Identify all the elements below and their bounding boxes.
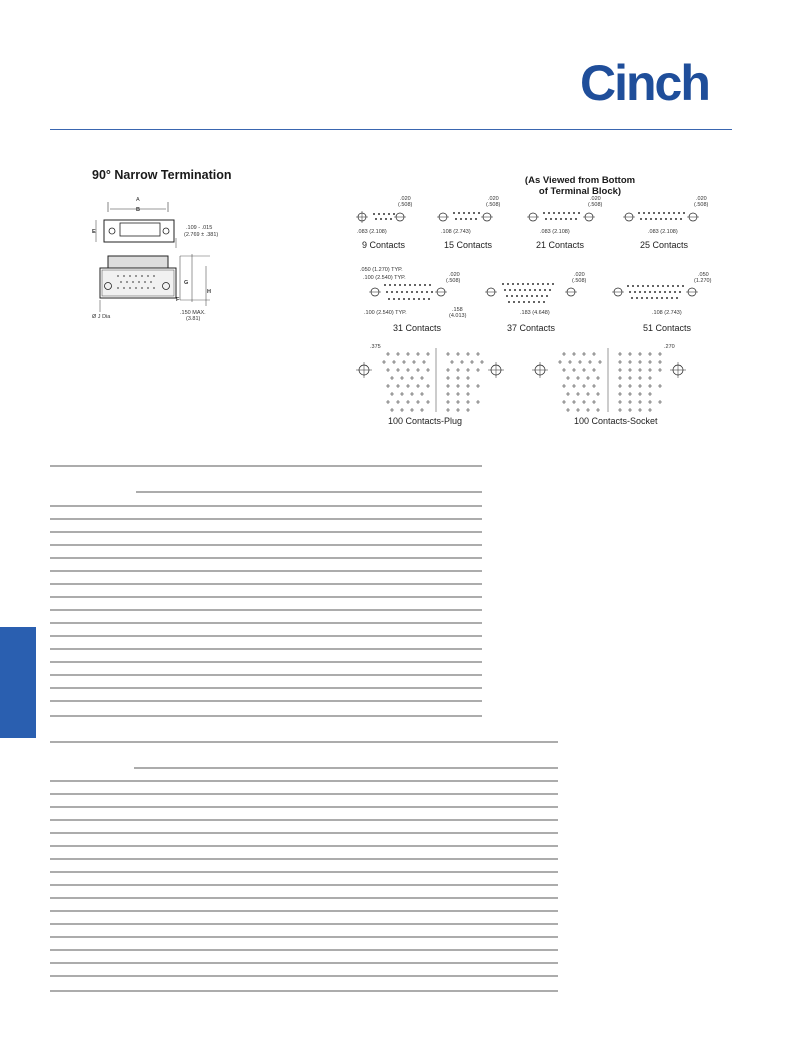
layout-100-plug-caption: 100 Contacts-Plug — [388, 416, 463, 426]
layout-25-caption: 25 Contacts — [640, 240, 689, 250]
layout-51-caption: 51 Contacts — [643, 323, 692, 333]
layout-37-d3: .183 (4.648) — [520, 310, 550, 316]
layout-15-d2: (.508) — [486, 202, 501, 208]
section-heading: 90° Narrow Termination — [92, 168, 232, 182]
label-h: H — [207, 289, 211, 295]
layout-21-caption: 21 Contacts — [536, 240, 585, 250]
layout-31-d6: .158 — [452, 307, 463, 313]
table-2 — [50, 742, 558, 991]
layout-37-d2: (.508) — [572, 278, 587, 284]
layout-100-socket-caption: 100 Contacts-Socket — [574, 416, 658, 426]
layout-51-d1: .050 — [698, 272, 709, 278]
layout-31-caption: 31 Contacts — [393, 323, 442, 333]
layout-31-d1: .050 (1.270) TYP. — [360, 267, 403, 273]
layout-37-d1: .020 — [574, 272, 585, 278]
layout-15-d3: .108 (2.743) — [441, 229, 471, 235]
layout-37-caption: 37 Contacts — [507, 323, 556, 333]
label-f: F — [176, 297, 180, 303]
layout-51-d2: (1.270) — [694, 278, 712, 284]
label-max: .150 MAX. — [180, 310, 206, 316]
layout-9-d2: (.508) — [398, 202, 413, 208]
cinch-logo: Cinch — [580, 55, 709, 111]
label-g: G — [184, 280, 189, 286]
label-tol2: (2.769 ± .381) — [184, 232, 219, 238]
layout-25-d3: .083 (2.108) — [648, 229, 678, 235]
layout-100-socket-d1: .270 — [664, 344, 675, 350]
label-e: E — [92, 229, 96, 235]
layout-31-d5: (.508) — [446, 278, 461, 284]
label-dia: Ø J Dia — [92, 314, 111, 320]
table-1 — [50, 466, 482, 716]
layout-21-d3: .083 (2.108) — [540, 229, 570, 235]
layout-31-d7: (4.013) — [449, 313, 467, 319]
layout-21-d1: .020 — [590, 196, 601, 202]
layout-31-d2: .100 (2.540) TYP. — [363, 275, 406, 281]
layout-51-d3: .108 (2.743) — [652, 310, 682, 316]
layout-15-d1: .020 — [488, 196, 499, 202]
view-note-line2: of Terminal Block) — [538, 186, 622, 197]
layout-15-caption: 15 Contacts — [444, 240, 493, 250]
label-max2: (3.81) — [186, 316, 201, 322]
layout-31-d4: .020 — [449, 272, 460, 278]
layout-100-plug-d1: .375 — [370, 344, 381, 350]
layout-31-d3: .100 (2.540) TYP. — [364, 310, 407, 316]
layout-9-d3: .083 (2.108) — [357, 229, 387, 235]
layout-25-d1: .020 — [696, 196, 707, 202]
label-tol: .109 - .015 — [186, 225, 213, 231]
view-note-line1: (As Viewed from Bottom — [524, 175, 636, 186]
layout-21-d2: (.508) — [588, 202, 603, 208]
layout-9-caption: 9 Contacts — [362, 240, 406, 250]
layout-9-d1: .020 — [400, 196, 411, 202]
layout-25-d2: (.508) — [694, 202, 709, 208]
label-b: B — [136, 207, 140, 213]
label-a: A — [136, 197, 140, 203]
